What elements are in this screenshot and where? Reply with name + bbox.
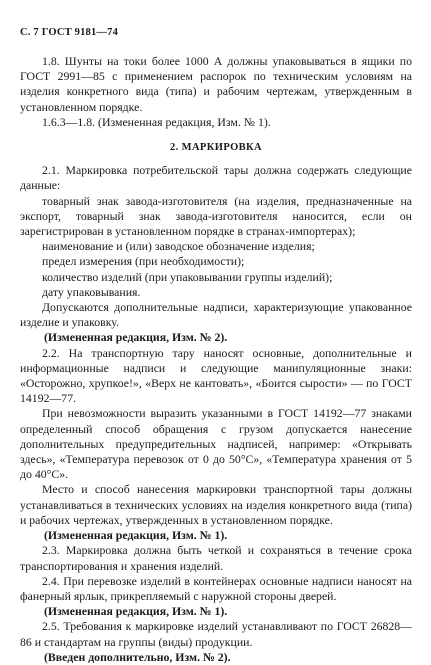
paragraph-1-8: 1.8. Шунты на токи более 1000 А должны упаковываться в ящики по ГОСТ 2991—85 с применением распорок по техническим условиям на изделия конкретного вида (типа) и рабочим чертежам, утвержденным в установленном порядке. bbox=[20, 54, 412, 114]
change-note-2-1: (Измененная редакция, Изм. № 2). bbox=[44, 330, 228, 345]
section-title-marking: 2. МАРКИРОВКА bbox=[169, 142, 263, 154]
list-item-quantity: количество изделий (при упаковывании группы изделий); bbox=[42, 269, 333, 284]
paragraph-2-2-extra: При невозможности выразить указанными в ГОСТ 14192—77 знаками определенный способ обращения с грузом допускается нанесение дополнительных предупредительных надписей, например: «Открывать здесь», «Температура перевозок от 0 до 50°С», «Температура хранения от 5 до 40°С». bbox=[20, 406, 412, 482]
list-item-range: предел измерения (при необходимости); bbox=[42, 254, 245, 269]
change-note-2-4: (Измененная редакция, Изм. № 1). bbox=[44, 604, 228, 619]
paragraph-2-2-place: Место и способ нанесения маркировки транспортной тары должны устанавливаться в технических условиях на изделия конкретного вида (типа) и рабочих чертежах, утвержденных в установленном порядке. bbox=[20, 482, 412, 527]
paragraph-2-5: 2.5. Требования к маркировке изделий устанавливают по ГОСТ 26828—86 и стандартам на группы (виды) продукции. bbox=[20, 619, 412, 649]
paragraph-2-4: 2.4. При перевозке изделий в контейнерах основные надписи наносят на фанерный ярлык, прикрепляемый с наружной стороны дверей. bbox=[20, 573, 412, 603]
change-note-1-6-3: 1.6.3—1.8. (Измененная редакция, Изм. № 1). bbox=[42, 114, 271, 129]
list-item-trademark: товарный знак завода-изготовителя (на изделия, предназначенные на экспорт, товарный знак завода-изготовителя наносится, если он зарегистрирован в установленном порядке в странах-импортерах); bbox=[20, 193, 412, 239]
change-note-2-5: (Введен дополнительно, Изм. № 2). bbox=[44, 649, 231, 664]
list-item-date: дату упаковывания. bbox=[42, 284, 141, 299]
paragraph-2-2: 2.2. На транспортную тару наносят основные, дополнительные и информационные надписи и следующие манипуляционные знаки: «Осторожно, хрупкое!», «Верх не кантовать», «Боится сырости» — по ГОСТ 14192—77. bbox=[20, 345, 412, 406]
change-note-2-2: (Измененная редакция, Изм. № 1). bbox=[44, 528, 228, 543]
page-header: С. 7 ГОСТ 9181—74 bbox=[20, 27, 119, 38]
document-body bbox=[20, 54, 412, 665]
list-item-name: наименование и (или) заводское обозначение изделия; bbox=[42, 239, 315, 254]
paragraph-2-3: 2.3. Маркировка должна быть четкой и сохраняться в течение срока транспортирования и хранения изделий. bbox=[20, 543, 412, 573]
paragraph-2-1: 2.1. Маркировка потребительской тары должна содержать следующие данные: bbox=[20, 163, 412, 193]
paragraph-extra-labels: Допускаются дополнительные надписи, характеризующие упакованное изделие и упаковку. bbox=[20, 300, 412, 330]
